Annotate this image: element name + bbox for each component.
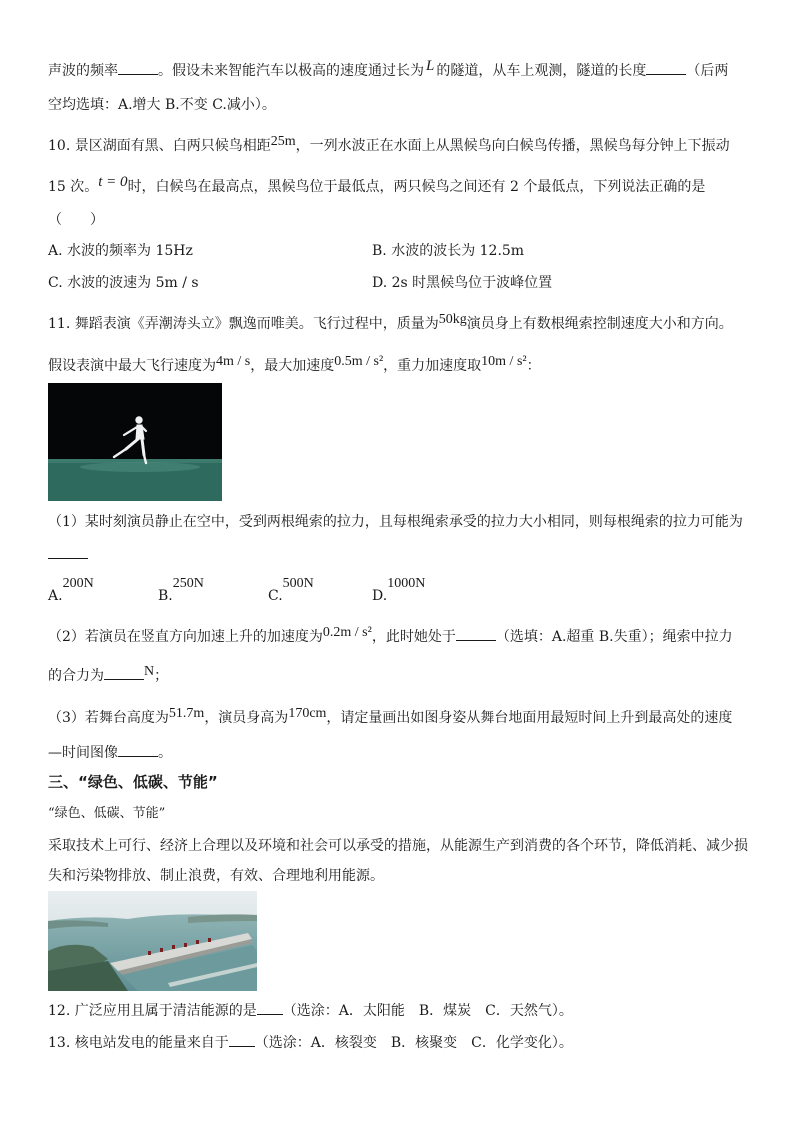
q10-stem-line-2 (48, 174, 706, 197)
dam-photo (48, 891, 257, 991)
option-letter: D. (372, 588, 388, 604)
q12-text: （选涂：A．太阳能 B．煤炭 C．天然气）。 (282, 1003, 573, 1019)
q11-part3-line-1 (48, 708, 732, 729)
q11-text: 演员身上有数根绳索控制速度大小和方向。 (466, 316, 733, 332)
q11-text: （选填：A.超重 B.失重）；绳索中拉力 (495, 629, 733, 645)
q11-text: —时间图像 (48, 745, 118, 761)
q9-text: 。假设未来智能汽车以极高的速度通过长为 (158, 63, 424, 79)
math-expression: t = 0 (98, 174, 128, 190)
q11-part2-line-2 (48, 665, 168, 687)
q11-text: （3）若舞台高度为 (48, 710, 169, 726)
math-value: 10m / s² (481, 354, 527, 369)
math-value: 51.7m (168, 706, 205, 721)
answer-blank[interactable] (118, 60, 158, 75)
math-value: 170cm (288, 706, 327, 721)
section-subheading: “绿色、低碳、节能” (48, 806, 166, 821)
q11-part1-option-b[interactable] (158, 576, 204, 604)
q10-text: 15 次。 (48, 179, 99, 195)
unit-label: N (144, 664, 155, 679)
section-paragraph-line-1: 采取技术上可行、经济上合理以及环境和社会可以承受的措施，从能源生产到消费的各个环节，降低消耗、减少损 (48, 838, 748, 854)
answer-blank[interactable] (229, 1032, 255, 1047)
answer-blank[interactable] (104, 665, 144, 680)
q11-part1-option-c[interactable] (268, 576, 314, 604)
q11-text: （2）若演员在竖直方向加速上升的加速度为 (48, 629, 323, 645)
q12-text: 12. 广泛应用且属于清洁能源的是 (48, 1003, 257, 1019)
q10-option-d[interactable]: D. 2s 时黑候鸟位于波峰位置 (372, 275, 553, 291)
q10-answer-bracket: （ ） (48, 212, 104, 228)
option-letter: B. (158, 588, 173, 604)
q11-text: ，演员身高为 (204, 710, 289, 726)
q10-option-a[interactable]: A. 水波的频率为 15Hz (48, 243, 193, 259)
math-value: 50kg (438, 312, 467, 327)
q11-stem-line-2 (48, 356, 541, 377)
q11-stem-line-1 (48, 314, 733, 335)
q11-text: ，最大加速度 (250, 358, 335, 374)
option-value: 500N (282, 576, 314, 591)
q9-text: 的隧道，从车上观测，隧道的长度 (436, 63, 647, 79)
answer-blank[interactable] (456, 626, 496, 641)
q10-text: ，一列水波正在水面上从黑候鸟向白候鸟传播，黑候鸟每分钟上下振动 (295, 138, 730, 154)
q11-part1-stem: （1）某时刻演员静止在空中，受到两根绳索的拉力，且每根绳索承受的拉力大小相同，则每根绳索的拉力可能为 (48, 514, 743, 530)
q11-part1-blank-line (48, 544, 88, 565)
q13-text: （选涂：A．核裂变 B．核聚变 C．化学变化）。 (254, 1035, 573, 1051)
q9-line-1 (48, 60, 728, 81)
section-heading: 三、“绿色、低碳、节能” (48, 773, 218, 791)
q11-text: ： (526, 358, 541, 374)
dancer-photo (48, 383, 222, 501)
q10-text: 10. 景区湖面有黑、白两只候鸟相距 (48, 138, 271, 154)
math-value: 0.2m / s² (322, 625, 372, 640)
option-value: 200N (62, 576, 94, 591)
q11-text: ，重力加速度取 (383, 358, 482, 374)
q11-text: 11. 舞蹈表演《弄潮涛头立》飘逸而唯美。飞行过程中，质量为 (48, 316, 439, 332)
q11-text: 的合力为 (48, 668, 104, 684)
q13-line (48, 1032, 573, 1053)
q11-part1-option-a[interactable] (48, 576, 94, 604)
math-value: 0.5m / s² (334, 354, 384, 369)
option-value: 250N (172, 576, 204, 591)
answer-blank[interactable] (257, 1000, 283, 1015)
q10-text: 时，白候鸟在最高点，黑候鸟位于最低点，两只候鸟之间还有 2 个最低点，下列说法正确的是 (127, 179, 706, 195)
option-letter: A. (48, 588, 63, 604)
answer-blank[interactable] (118, 742, 158, 757)
math-variable: L (426, 58, 435, 74)
q11-part3-line-2 (48, 742, 172, 763)
section-paragraph-line-2: 失和污染物排放、制止浪费，有效、合理地利用能源。 (48, 868, 384, 884)
math-value: 25m (270, 134, 296, 149)
q11-text: ，此时她处于 (371, 629, 456, 645)
q11-text: ，请定量画出如图身姿从舞台地面用最短时间上升到最高处的速度 (326, 710, 733, 726)
q11-text: 。 (158, 745, 172, 761)
answer-blank[interactable] (646, 60, 686, 75)
q12-line (48, 1000, 573, 1021)
q10-option-b[interactable]: B. 水波的波长为 12.5m (372, 243, 525, 259)
answer-blank[interactable] (48, 544, 88, 559)
q9-line-2: 空均选填：A.增大 B.不变 C.减小）。 (48, 97, 276, 113)
q11-part1-option-d[interactable] (372, 576, 426, 604)
q13-text: 13. 核电站发电的能量来自于 (48, 1035, 229, 1051)
q11-part2-line-1 (48, 626, 733, 648)
q11-text: 假设表演中最大飞行速度为 (48, 358, 216, 374)
option-value: 1000N (387, 576, 426, 591)
q10-stem-line-1 (48, 136, 730, 157)
q9-text: （后两 (686, 63, 729, 79)
q10-option-c[interactable]: C. 水波的波速为 5m / s (48, 275, 199, 291)
q11-text: ； (154, 668, 169, 684)
option-letter: C. (268, 588, 283, 604)
math-value: 4m / s (216, 354, 251, 369)
q9-text: 声波的频率 (48, 63, 118, 79)
